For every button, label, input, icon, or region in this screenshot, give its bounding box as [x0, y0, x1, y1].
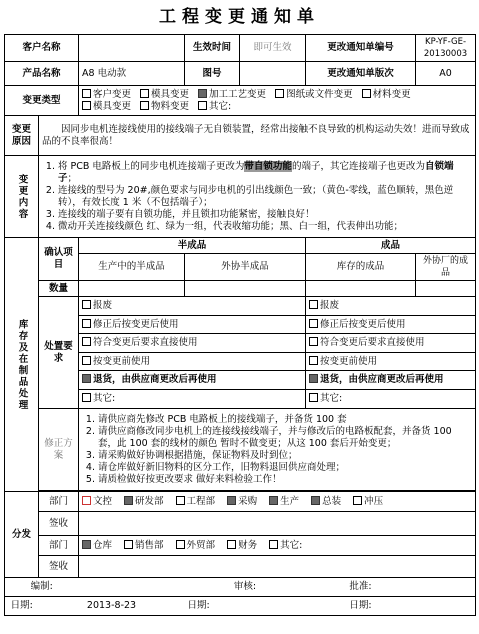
- content-label: 变更内容: [16, 173, 28, 220]
- checkbox-icon[interactable]: [227, 496, 236, 505]
- checkbox-icon[interactable]: [82, 319, 91, 328]
- fix-cell: [79, 409, 476, 491]
- product-value: A8 电动款: [79, 62, 185, 86]
- approve-label: 批准:: [306, 578, 416, 597]
- checkbox-icon[interactable]: [309, 356, 318, 365]
- qty-label: 数量: [39, 281, 79, 297]
- disposal-option[interactable]: [79, 316, 305, 335]
- checkbox-icon[interactable]: [82, 300, 91, 309]
- disposal-option-label: 按变更前使用: [93, 355, 151, 367]
- disposal-option[interactable]: [306, 297, 475, 316]
- review-label: 审核:: [185, 578, 306, 597]
- change-type-option-label: 模具变更: [151, 88, 190, 100]
- change-type-option[interactable]: [198, 101, 231, 113]
- disposal-option-label: 修正后按变更后使用: [93, 318, 179, 330]
- dept-option-label: 外贸部: [186, 539, 216, 551]
- drawing-value: [240, 62, 306, 86]
- ecn-no-value: KP-YF-GE-20130003: [416, 35, 476, 62]
- change-type-option-label: 加工工艺变更: [209, 88, 267, 100]
- change-type-option-label: 模具变更: [93, 100, 132, 112]
- change-type-option-label: 图纸或文件变更: [286, 88, 353, 100]
- change-type-option-label: 其它:: [209, 100, 232, 112]
- fix-item: 2. 请供应商修改同步电机上的连接线接线端子，并与修改后的电路板配套，并备货 100 套，此 100 套的线材的颜色 暂时不做变更；从这 100 套后开始变更；: [98, 426, 472, 450]
- semi-label: 半成品: [79, 238, 306, 254]
- disposal-option[interactable]: [306, 390, 475, 408]
- fix-item: 1. 请供应商先修改 PCB 电路板上的接线端子，并备货 100 套: [98, 414, 472, 426]
- drawing-label: 图号: [185, 62, 240, 86]
- checkbox-icon[interactable]: [82, 101, 91, 110]
- dept-option-label: 仓库: [93, 539, 113, 551]
- dept-option-label: 其它:: [280, 539, 303, 551]
- content-item-1-end: ；: [67, 172, 78, 184]
- content-item-1-bold: 自锁端子: [58, 160, 454, 184]
- confirm-label: 确认项目: [39, 238, 79, 281]
- checkbox-icon[interactable]: [353, 496, 362, 505]
- date-value-3: [416, 597, 476, 616]
- fix-item: 4. 请仓库做好新旧物料的区分工作，旧物料退回供应商处理；: [98, 462, 472, 474]
- finished-label: 成品: [306, 238, 476, 254]
- disposal-option-label: 报废: [93, 300, 113, 311]
- disposal-option[interactable]: [79, 334, 305, 353]
- dept-option[interactable]: [353, 496, 383, 508]
- checkbox-icon[interactable]: [124, 496, 133, 505]
- checkbox-icon[interactable]: [82, 540, 91, 549]
- dept-option[interactable]: [227, 540, 257, 552]
- disposal-option-label: 其它:: [93, 392, 116, 404]
- inventory-label-cell: [5, 238, 39, 492]
- prepared-value: [79, 578, 185, 597]
- ecn-no-label: 更改通知单编号: [306, 35, 416, 62]
- dept-option-label: 文控: [93, 495, 113, 507]
- date-value-1: 2013-8-23: [39, 597, 185, 616]
- checkbox-icon[interactable]: [176, 496, 185, 505]
- checkbox-icon[interactable]: [362, 89, 371, 98]
- qty-cell-4: [416, 281, 476, 297]
- checkbox-icon[interactable]: [124, 540, 133, 549]
- dept-option-label: 工程部: [186, 495, 216, 507]
- disposal-option[interactable]: [306, 334, 475, 353]
- customer-value: [79, 35, 185, 62]
- content-label-cell: [5, 156, 39, 238]
- dept-option-label: 销售部: [135, 539, 164, 551]
- disposal-option[interactable]: [306, 371, 475, 390]
- change-type-option[interactable]: [275, 89, 353, 101]
- content-item-2: 2. 连接线的型号为 20#,颜色要求与同步电机的引出线颜色一致；（黄色-零线，蓝色顺转，黑色逆转），有效长度 1 米（不包括端子）；: [58, 185, 472, 209]
- reason-label: [5, 116, 39, 156]
- dept-option-label: 财务: [238, 539, 258, 551]
- reason-label-text: 变更原因: [11, 123, 31, 147]
- checkbox-icon[interactable]: [309, 393, 318, 402]
- dept-option-label: 研发部: [135, 495, 164, 507]
- disposal-option-label: 符合变更后要求直接使用: [320, 337, 425, 349]
- dist-row-1: [79, 492, 476, 512]
- dist-row-2: [79, 536, 476, 556]
- change-type-option[interactable]: [140, 101, 189, 113]
- checkbox-icon[interactable]: [82, 374, 91, 383]
- change-type-option-label: 材料变更: [372, 88, 411, 100]
- sub-header-1: 生产中的半成品: [79, 254, 185, 281]
- reason-text: 因同步电机连接线使用的接线端子无自锁装置，经常出接触不良导致的机构运动失效！进而导致成品的不良率很高！: [39, 116, 476, 156]
- approve-value: [416, 578, 476, 597]
- content-item-3: 3. 连接线的端子要有自锁功能，并且锁扣功能紧密，接触良好！: [58, 209, 472, 221]
- checkbox-icon[interactable]: [309, 300, 318, 309]
- change-type-option-label: 物料变更: [151, 100, 190, 112]
- checkbox-icon[interactable]: [140, 101, 149, 110]
- change-type-option-label: 客户变更: [93, 88, 132, 100]
- checkbox-icon[interactable]: [198, 89, 207, 98]
- content-item-4: 4. 微动开关连接线颜色 红、绿为一组，代表收缩功能；黑、白一组，代表伸出功能；: [58, 221, 472, 233]
- content-cell: [39, 156, 476, 238]
- customer-label: 客户名称: [5, 35, 79, 62]
- fix-list: [82, 414, 472, 486]
- dept-option-label: 生产: [280, 495, 300, 507]
- dept-option[interactable]: [311, 496, 341, 508]
- checkbox-icon[interactable]: [198, 101, 207, 110]
- checkbox-icon[interactable]: [82, 89, 91, 98]
- version-label: 更改通知单版次: [306, 62, 416, 86]
- checkbox-icon[interactable]: [269, 540, 278, 549]
- date-label-3: 日期:: [306, 597, 416, 616]
- disposal-option[interactable]: [79, 297, 305, 316]
- dept-option[interactable]: [227, 496, 257, 508]
- qty-cell-2: [185, 281, 306, 297]
- dept-option[interactable]: [124, 540, 164, 552]
- checkbox-icon[interactable]: [227, 540, 236, 549]
- content-list: [42, 161, 472, 233]
- disposal-option-label: 其它:: [320, 392, 343, 404]
- sub-header-3: 库存的成品: [306, 254, 416, 281]
- product-label: 产品名称: [5, 62, 79, 86]
- checkbox-icon[interactable]: [309, 319, 318, 328]
- fix-label: 修正方案: [39, 409, 79, 491]
- change-type-label: 变更类型: [5, 86, 79, 116]
- qty-cell-3: [306, 281, 416, 297]
- checkbox-icon[interactable]: [309, 337, 318, 346]
- checkbox-icon[interactable]: [176, 540, 185, 549]
- disposal-option[interactable]: [79, 390, 305, 408]
- dept-option[interactable]: [269, 496, 299, 508]
- checkbox-icon[interactable]: [309, 374, 318, 383]
- checkbox-icon[interactable]: [140, 89, 149, 98]
- dept-option-label: 采购: [238, 495, 258, 507]
- dept-option[interactable]: [176, 496, 216, 508]
- change-type-option[interactable]: [82, 89, 131, 101]
- dept-option[interactable]: [176, 540, 216, 552]
- inventory-label: 库存及在制品处理: [16, 318, 28, 411]
- checkbox-icon[interactable]: [275, 89, 284, 98]
- fix-item: 5. 请质检做好按更改要求 做好来料检验工作！: [98, 474, 472, 486]
- effective-value: 即可生效: [240, 35, 306, 62]
- content-item-1-highlight: 带自锁功能: [244, 160, 292, 172]
- disposal-option[interactable]: [306, 316, 475, 335]
- disposal-options-finished: [306, 297, 476, 409]
- change-type-options: [79, 86, 476, 116]
- disposal-option-label: 报废: [320, 300, 340, 311]
- disposal-option[interactable]: [79, 371, 305, 390]
- date-label-2: 日期:: [185, 597, 306, 616]
- change-type-option[interactable]: [362, 89, 411, 101]
- dept-option-label: 冲压: [364, 495, 384, 507]
- dept-option[interactable]: [269, 540, 302, 552]
- prepared-label: 编制:: [5, 578, 79, 597]
- checkbox-icon[interactable]: [82, 393, 91, 402]
- sign-label-2: 签收: [39, 556, 79, 578]
- checkbox-icon[interactable]: [311, 496, 320, 505]
- disposal-option-label: 退货，由供应商更改后再使用: [320, 374, 444, 386]
- disposal-option[interactable]: [306, 353, 475, 372]
- fix-item: 3. 请采购做好协调根据措施，保证物料及时到位；: [98, 450, 472, 462]
- checkbox-icon[interactable]: [82, 337, 91, 346]
- distribution-label: 分发: [5, 492, 39, 578]
- dept-label-2: 部门: [39, 536, 79, 556]
- page-title: 工程变更通知单: [159, 7, 320, 27]
- dept-label-1: 部门: [39, 492, 79, 512]
- checkbox-icon[interactable]: [82, 496, 91, 505]
- disposal-option-label: 修正后按变更后使用: [320, 318, 406, 330]
- qty-cell-1: [79, 281, 185, 297]
- content-item-1: [58, 161, 472, 185]
- dept-option[interactable]: [82, 540, 112, 552]
- dept-option[interactable]: [82, 496, 112, 508]
- disposal-option-label: 按变更前使用: [320, 355, 378, 367]
- disposal-options-semi: [79, 297, 306, 409]
- checkbox-icon[interactable]: [82, 356, 91, 365]
- dept-option[interactable]: [124, 496, 164, 508]
- effective-label: 生效时间: [185, 35, 240, 62]
- sub-header-4: 外协厂的成品: [416, 254, 476, 281]
- sign-label-1: 签收: [39, 512, 79, 536]
- disposal-option-label: 退货，由供应商更改后再使用: [93, 374, 217, 386]
- content-item-1-mid: 的端子，其它连接端子也更改为: [291, 160, 425, 172]
- change-type-option[interactable]: [82, 101, 131, 113]
- sub-header-2: 外协半成品: [185, 254, 306, 281]
- dept-option-label: 总装: [322, 495, 342, 507]
- sign-cell-1[interactable]: [79, 512, 476, 536]
- ecn-table: [4, 34, 476, 616]
- content-item-1-pre: 将 PCB 电路板上的同步电机连接端子更改为: [58, 160, 245, 172]
- disposal-label: 处置要求: [39, 297, 79, 409]
- checkbox-icon[interactable]: [269, 496, 278, 505]
- change-type-option[interactable]: [140, 89, 189, 101]
- change-type-option[interactable]: [198, 89, 266, 101]
- date-label-1: 日期:: [5, 597, 39, 616]
- disposal-option-label: 符合变更后要求直接使用: [93, 337, 198, 349]
- disposal-option[interactable]: [79, 353, 305, 372]
- sign-cell-2[interactable]: [79, 556, 476, 578]
- version-value: A0: [416, 62, 476, 86]
